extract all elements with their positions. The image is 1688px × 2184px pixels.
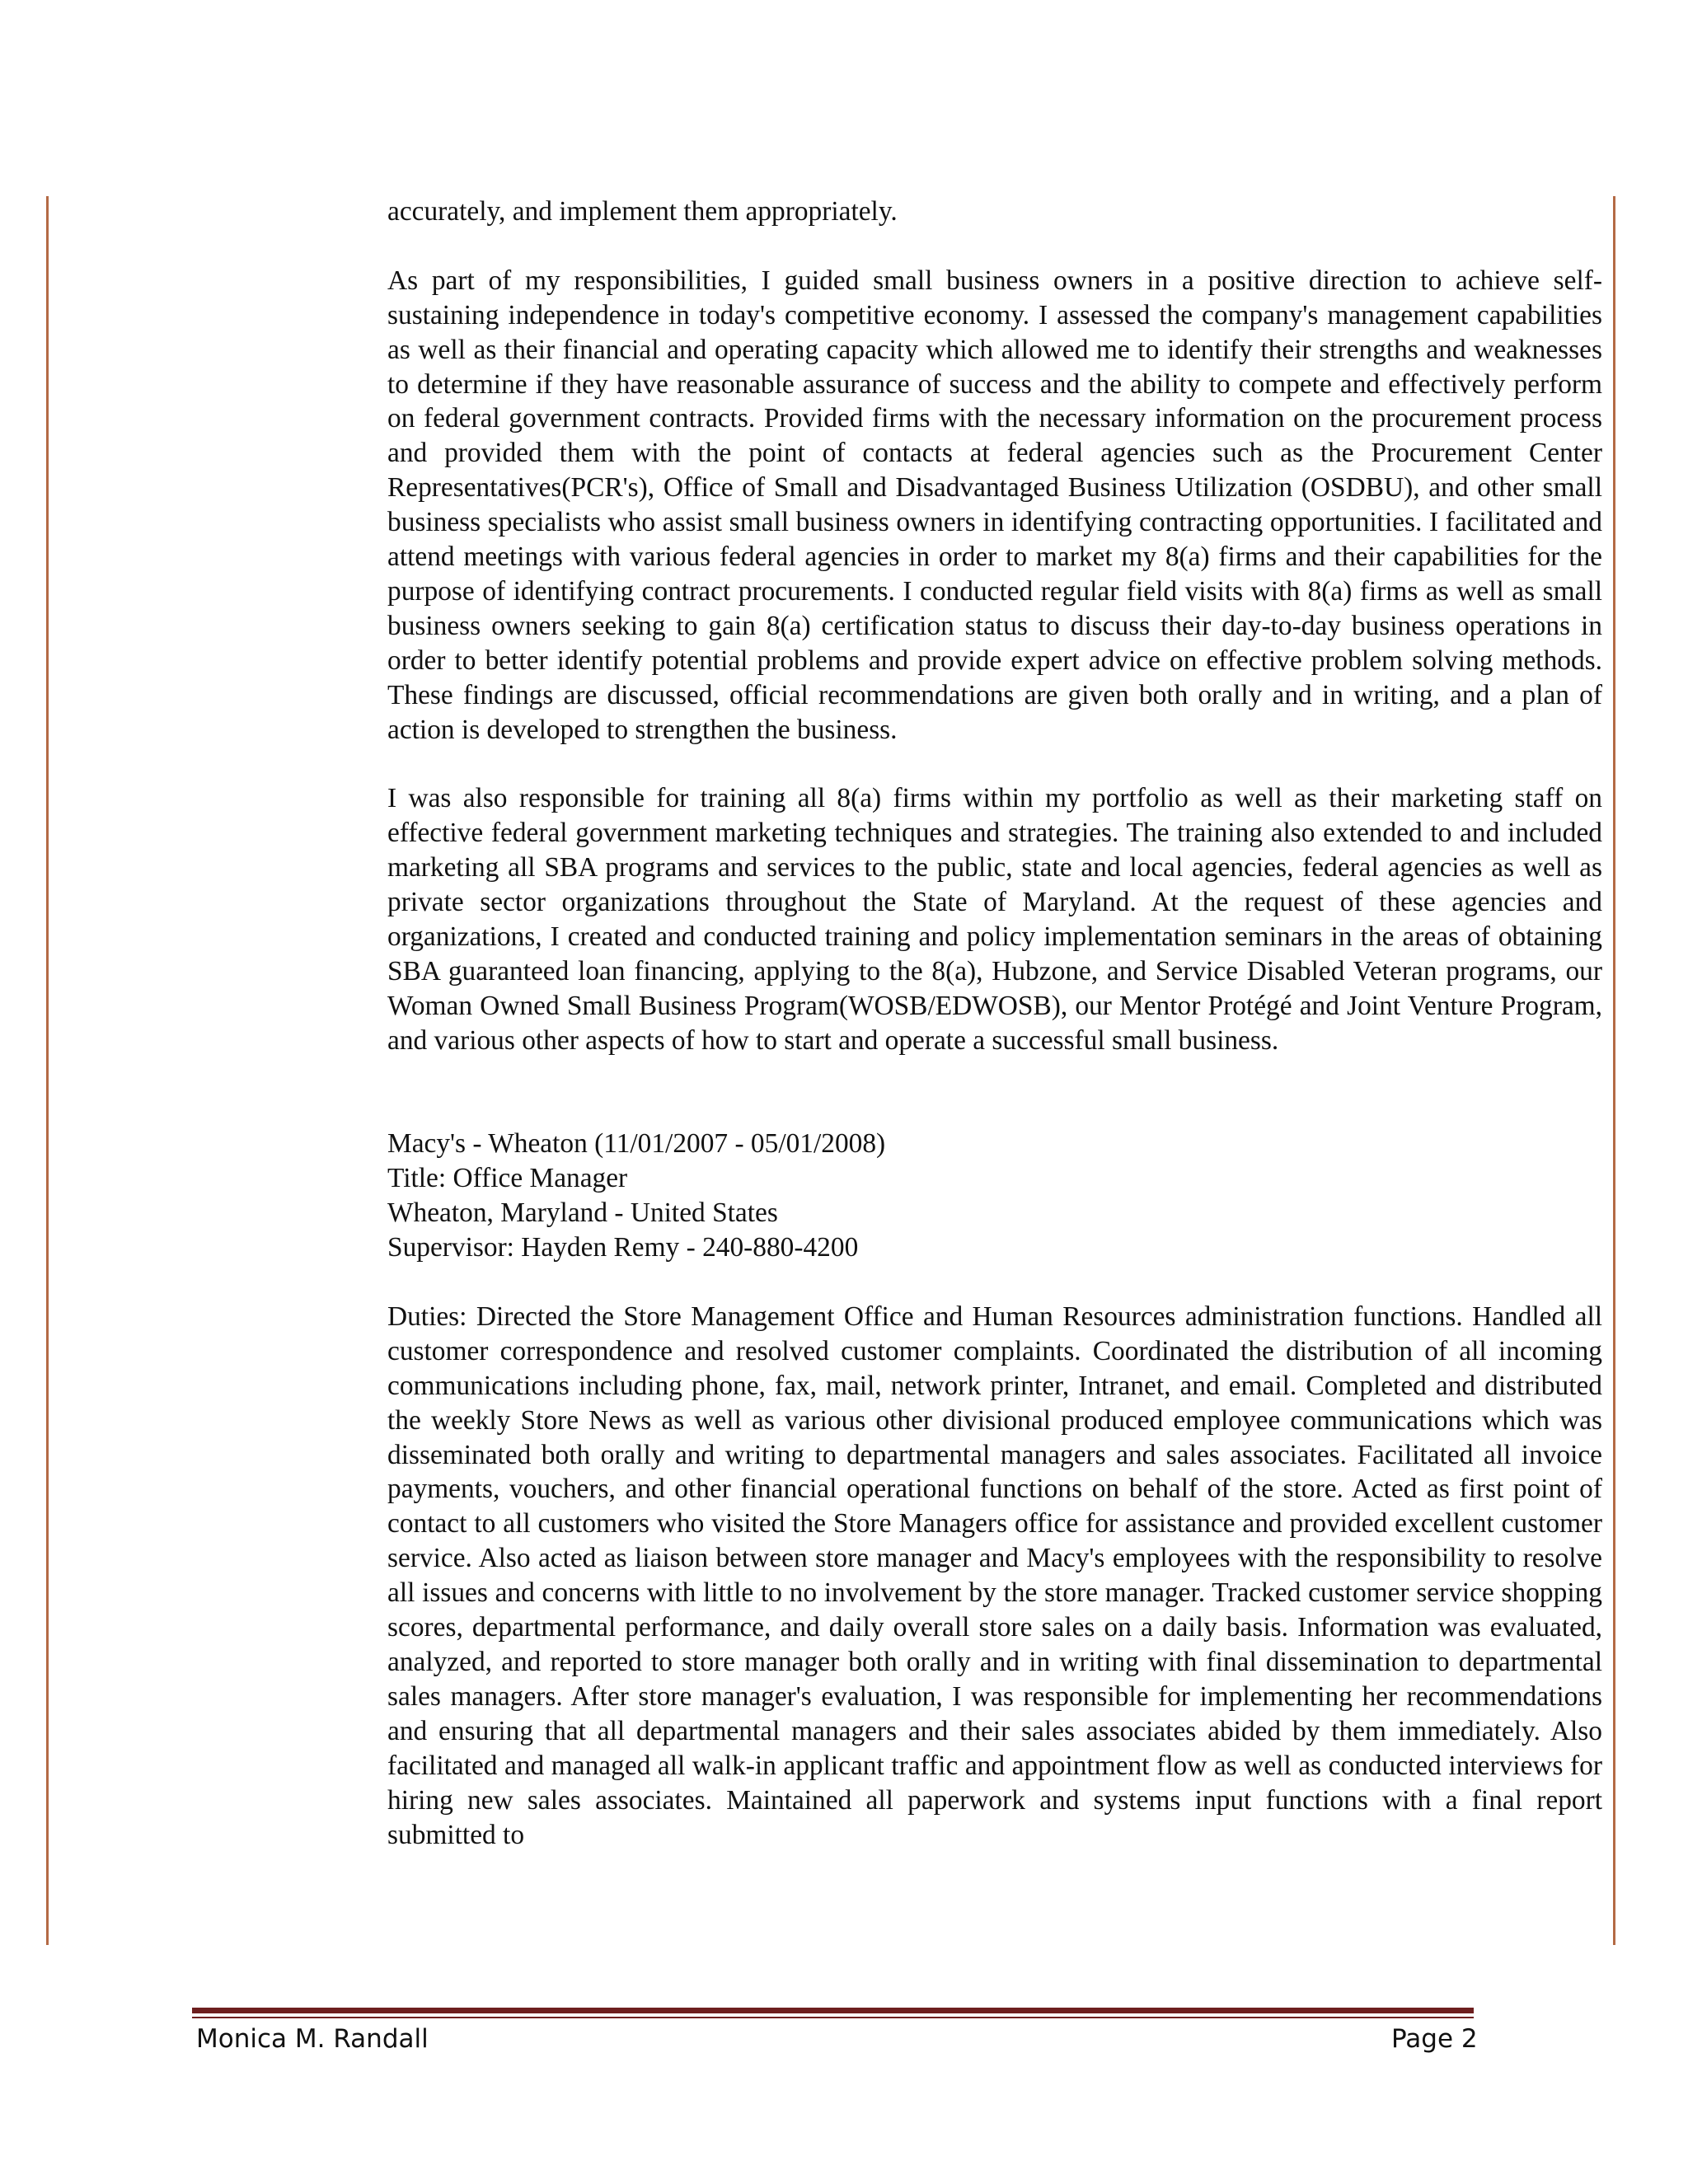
responsibilities-paragraph: As part of my responsibilities, I guided small business owners in a positive direction to achieve self-sustaining independence in today's competitive economy. I assessed the company's management capabilities as well as their financial and operating capacity which allowed me to identify their strengths and weaknesses to determine if they have reasonable assurance of success and the ability to compete and effectively perform on federal government contracts. Provided firms with the necessary information on the procurement process and provided them with the point of contacts at federal agencies such as the Procurement Center Representatives(PCR's), Office of Small and Disadvantaged Business Utilization (OSDBU), and other small business specialists who assist small business owners in identifying contracting opportunities. I facilitated and attend meetings with various federal agencies in order to market my 8(a) firms and their capabilities for the purpose of identifying contract procurements. I conducted regular field visits with 8(a) firms as well as small business owners seeking to gain 8(a) certification status to discuss their day-to-day business operations in order to better identify potential problems and provide expert advice on effective problem solving methods. These findings are discussed, official recommendations are given both orally and in writing, and a plan of action is developed to strengthen the business.: [387, 265, 1602, 745]
document-body: [387, 194, 1602, 1852]
job-header: [387, 1127, 1602, 1265]
job-location: Wheaton, Maryland - United States: [387, 1197, 778, 1229]
footer-page-number: Page 2: [1391, 2024, 1478, 2054]
job-title: Title: Office Manager: [387, 1163, 628, 1194]
training-paragraph: I was also responsible for training all 8(a) firms within my portfolio as well as their marketing staff on effective federal government marketing techniques and strategies. The training also extended to and included marketing all SBA programs and services to the public, state and local agencies, federal agencies as well as private sector organizations throughout the State of Maryland. At the request of these agencies and organizations, I created and conducted training and policy implementation seminars in the areas of obtaining SBA guaranteed loan financing, applying to the 8(a), Hubzone, and Service Disabled Veteran programs, our Woman Owned Small Business Program(WOSB/EDWOSB), our Mentor Protégé and Joint Venture Program, and various other aspects of how to start and operate a successful small business.: [387, 783, 1602, 1056]
right-margin-rule: [1613, 196, 1615, 1945]
footer-rule: [192, 2008, 1474, 2013]
intro-line: accurately, and implement them appropriately.: [387, 196, 898, 227]
footer-author-name: Monica M. Randall: [196, 2024, 429, 2054]
job-supervisor: Supervisor: Hayden Remy - 240-880-4200: [387, 1232, 859, 1263]
duties-paragraph: Duties: Directed the Store Management Office and Human Resources administration functions. Handled all customer correspondence and resolved customer complaints. Coordinated the distribution of all incoming communications including phone, fax, mail, network printer, Intranet, and email. Completed and distributed the weekly Store News as well as various other divisional produced employee communications which was disseminated both orally and writing to departmental managers and sales associates. Facilitated all invoice payments, vouchers, and other financial operational functions on behalf of the store. Acted as first point of contact to all customers who visited the Store Managers office for assistance and provided excellent customer service. Also acted as liaison between store manager and Macy's employees with the responsibility to resolve all issues and concerns with little to no involvement by the store manager. Tracked customer service shopping scores, departmental performance, and daily overall store sales on a daily basis. Information was evaluated, analyzed, and reported to store manager both orally and in writing with final dissemination to departmental sales managers. After store manager's evaluation, I was responsible for implementing her recommendations and ensuring that all departmental managers and their sales associates abided by them immediately. Also facilitated and managed all walk-in applicant traffic and appointment flow as well as conducted interviews for hiring new sales associates. Maintained all paperwork and systems input functions with a final report submitted to: [387, 1301, 1602, 1850]
left-margin-rule: [46, 196, 49, 1945]
job-employer: Macy's - Wheaton (11/01/2007 - 05/01/2008): [387, 1128, 886, 1160]
footer-rule-thin: [192, 2017, 1474, 2018]
